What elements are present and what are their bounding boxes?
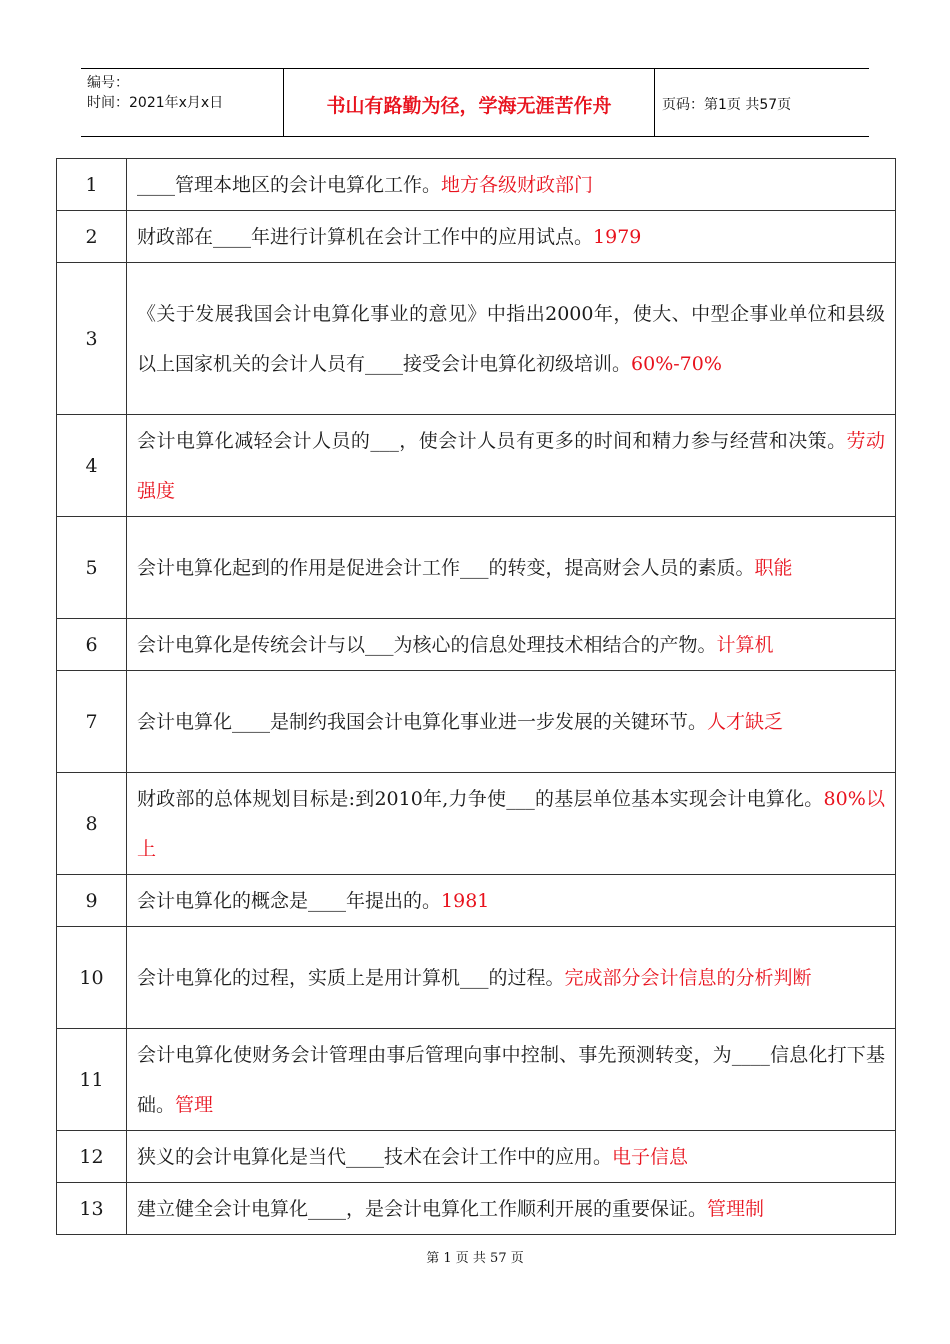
question-text: 会计电算化使财务会计管理由事后管理向事中控制、事先预测转变，为____信息化打下基础。 [137,1043,885,1116]
question-text: 《关于发展我国会计电算化事业的意见》中指出2000年，使大、中型企事业单位和县级以上国家机关的会计人员有____接受会计电算化初级培训。 [137,302,885,375]
question-answer: 1979 [593,225,642,248]
header-page-cell [654,69,869,136]
header-motto: 书山有路勤为径，学海无涯苦作舟 [326,95,612,117]
table-row [57,875,896,927]
header-page-label: 页码：第1页 共57页 [662,97,792,113]
table-row [57,517,896,619]
serial-label: 编号： [87,75,129,91]
question-number: 9 [57,875,127,927]
question-text: 狭义的会计电算化是当代____技术在会计工作中的应用。 [137,1145,613,1168]
question-cell [127,415,896,517]
question-number: 12 [57,1131,127,1183]
question-cell [127,927,896,1029]
question-text: 建立健全会计电算化____，是会计电算化工作顺利开展的重要保证。 [137,1197,708,1220]
date-label: 时间：2021年x月x日 [87,95,224,111]
question-answer: 电子信息 [612,1145,689,1168]
question-cell [127,1029,896,1131]
question-number: 3 [57,263,127,415]
question-text: 会计电算化的过程，实质上是用计算机___的过程。 [137,966,565,989]
question-cell [127,1131,896,1183]
question-number: 2 [57,211,127,263]
question-number: 7 [57,671,127,773]
question-cell [127,517,896,619]
header-motto-cell [283,69,655,136]
table-row [57,263,896,415]
page-footer: 第 1 页 共 57 页 [426,1251,524,1266]
question-number: 10 [57,927,127,1029]
table-row [57,159,896,211]
question-text: 会计电算化的概念是____年提出的。 [137,889,442,912]
question-answer: 人才缺乏 [707,710,784,733]
question-answer: 完成部分会计信息的分析判断 [564,966,812,989]
question-answer: 地方各级财政部门 [441,173,594,196]
question-answer: 计算机 [716,633,774,656]
table-row [57,671,896,773]
table-row [57,211,896,263]
question-number: 5 [57,517,127,619]
question-cell [127,671,896,773]
question-number: 4 [57,415,127,517]
table-row [57,415,896,517]
question-answer: 60%-70% [631,352,722,375]
question-text: ____管理本地区的会计电算化工作。 [137,173,442,196]
table-row [57,773,896,875]
question-number: 1 [57,159,127,211]
table-row [57,927,896,1029]
question-cell [127,875,896,927]
question-text: 会计电算化____是制约我国会计电算化事业进一步发展的关键环节。 [137,710,708,733]
question-text: 会计电算化减轻会计人员的___，使会计人员有更多的时间和精力参与经营和决策。 [137,429,847,452]
question-number: 8 [57,773,127,875]
question-number: 6 [57,619,127,671]
question-text: 财政部在____年进行计算机在会计工作中的应用试点。 [137,225,594,248]
table-row [57,1183,896,1235]
question-answer: 1981 [441,889,490,912]
question-answer: 管理制 [707,1197,765,1220]
question-cell [127,263,896,415]
question-cell [127,619,896,671]
question-cell [127,1183,896,1235]
header-meta [81,69,283,136]
question-table [56,158,896,1235]
table-row [57,1029,896,1131]
question-number: 11 [57,1029,127,1131]
question-answer: 职能 [754,556,793,579]
question-answer: 80%以上 [137,787,885,860]
question-cell [127,159,896,211]
question-answer: 管理 [175,1093,214,1116]
question-cell [127,773,896,875]
question-text: 财政部的总体规划目标是:到2010年,力争使___的基层单位基本实现会计电算化。 [137,787,824,810]
table-row [57,619,896,671]
question-answer: 劳动强度 [137,429,885,502]
page-header [81,68,869,137]
question-cell [127,211,896,263]
question-number: 13 [57,1183,127,1235]
question-text: 会计电算化是传统会计与以___为核心的信息处理技术相结合的产物。 [137,633,717,656]
table-row [57,1131,896,1183]
question-text: 会计电算化起到的作用是促进会计工作___的转变，提高财会人员的素质。 [137,556,755,579]
